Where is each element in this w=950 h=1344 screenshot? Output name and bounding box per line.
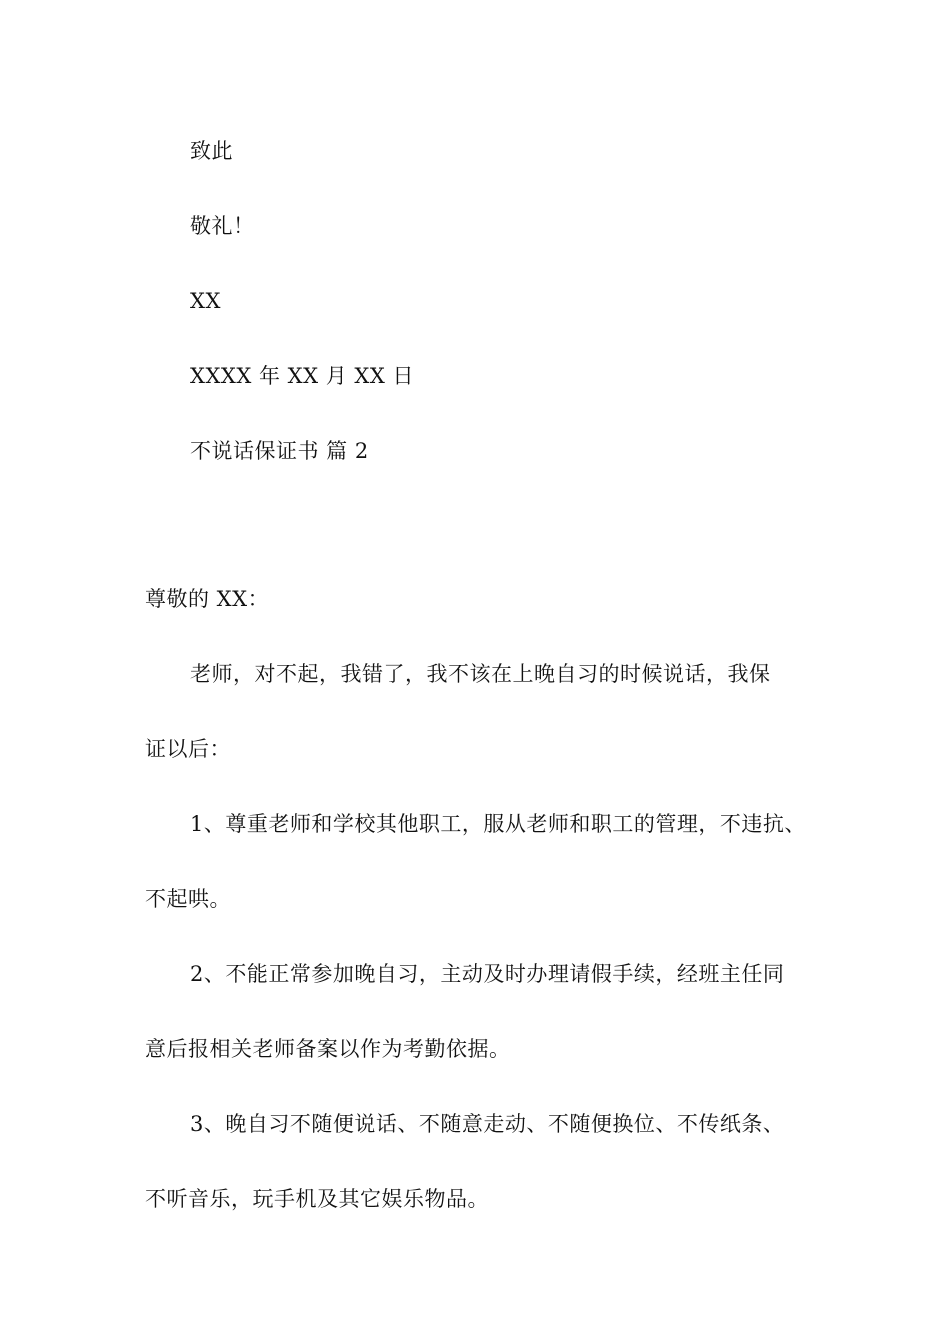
- item-1-line-1: 1、尊重老师和学校其他职工，服从老师和职工的管理，不违抗、: [190, 812, 806, 836]
- greeting-text: 尊敬的 XX：: [145, 587, 270, 611]
- intro-paragraph-line-1: 老师，对不起，我错了，我不该在上晚自习的时候说话，我保: [190, 662, 771, 686]
- item-3-line-2: 不听音乐，玩手机及其它娱乐物品。: [145, 1187, 489, 1211]
- item-2-line-1: 2、不能正常参加晚自习，主动及时办理请假手续，经班主任同: [190, 962, 785, 986]
- date-text: XXXX 年 XX 月 XX 日: [190, 364, 414, 388]
- item-2-line-2: 意后报相关老师备案以作为考勤依据。: [145, 1037, 511, 1061]
- item-1-line-2: 不起哄。: [145, 887, 231, 911]
- item-3-line-1: 3、晚自习不随便说话、不随意走动、不随便换位、不传纸条、: [190, 1112, 785, 1136]
- section-title: 不说话保证书 篇 2: [190, 439, 369, 463]
- intro-paragraph-line-2: 证以后：: [145, 737, 231, 761]
- closing-text: 致此: [190, 139, 233, 163]
- signature-text: XX: [190, 289, 221, 313]
- salute-text: 敬礼！: [190, 214, 255, 238]
